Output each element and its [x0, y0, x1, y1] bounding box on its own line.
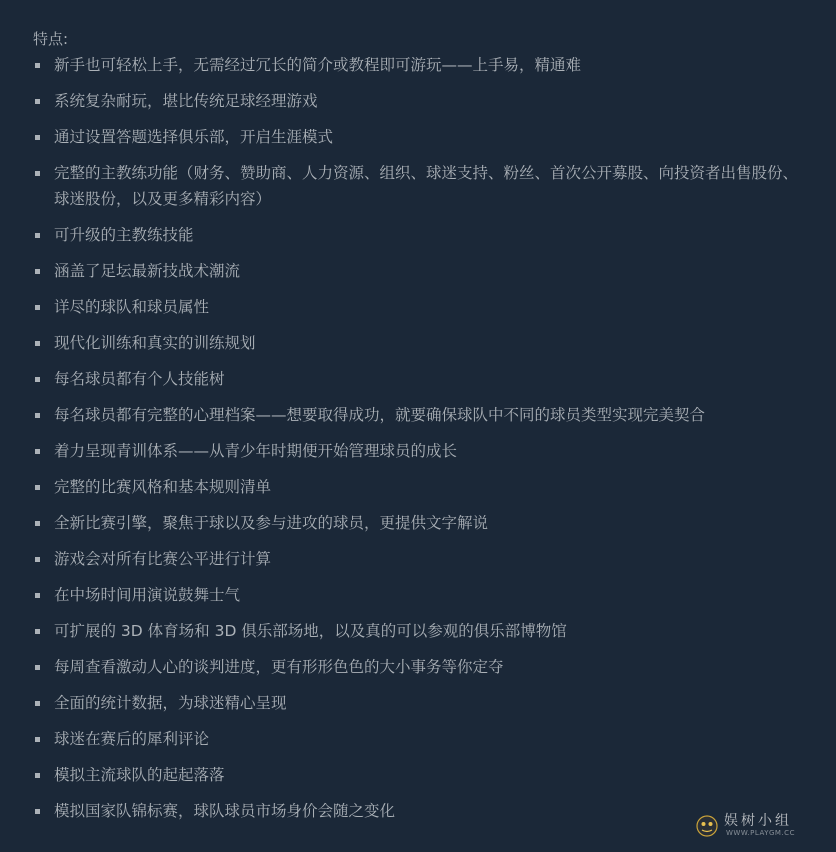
feature-text: 模拟国家队锦标赛，球队球员市场身价会随之变化 [54, 802, 396, 820]
bullet-icon [35, 171, 40, 176]
feature-text: 涵盖了足坛最新技战术潮流 [54, 262, 241, 280]
bullet-icon [35, 269, 40, 274]
bullet-icon [35, 413, 40, 418]
bullet-icon [35, 773, 40, 778]
bullet-icon [35, 593, 40, 598]
feature-text: 游戏会对所有比赛公平进行计算 [54, 550, 272, 568]
feature-text: 在中场时间用演说鼓舞士气 [54, 586, 241, 604]
bullet-icon [35, 449, 40, 454]
bullet-icon [35, 485, 40, 490]
feature-item [33, 726, 803, 752]
bullet-icon [35, 377, 40, 382]
ghost-mascot-logo-icon [694, 812, 720, 838]
feature-item [33, 762, 803, 788]
feature-text: 现代化训练和真实的训练规划 [54, 334, 256, 352]
feature-text: 全新比赛引擎，聚焦于球以及参与进攻的球员，更提供文字解说 [54, 514, 489, 532]
bullet-icon [35, 233, 40, 238]
feature-text: 可升级的主教练技能 [54, 226, 194, 244]
bullet-icon [35, 521, 40, 526]
feature-item [33, 438, 803, 464]
feature-item [33, 402, 803, 428]
feature-text: 每名球员都有完整的心理档案——想要取得成功，就要确保球队中不同的球员类型实现完美契合 [54, 406, 706, 424]
features-heading: 特点: [33, 30, 69, 48]
watermark [694, 810, 824, 840]
bullet-icon [35, 63, 40, 68]
feature-item [33, 88, 803, 114]
feature-text: 每名球员都有个人技能树 [54, 370, 225, 388]
bullet-icon [35, 557, 40, 562]
feature-item [33, 546, 803, 572]
bullet-icon [35, 809, 40, 814]
bullet-icon [35, 341, 40, 346]
bullet-icon [35, 701, 40, 706]
bullet-icon [35, 629, 40, 634]
feature-item [33, 52, 803, 78]
feature-list [33, 52, 803, 824]
feature-item [33, 474, 803, 500]
feature-item [33, 798, 803, 824]
feature-item [33, 654, 803, 680]
watermark-title: 娱树小组 [724, 813, 792, 829]
feature-text: 完整的比赛风格和基本规则清单 [54, 478, 272, 496]
feature-item [33, 258, 803, 284]
bullet-icon [35, 99, 40, 104]
feature-text: 全面的统计数据，为球迷精心呈现 [54, 694, 287, 712]
feature-text: 系统复杂耐玩，堪比传统足球经理游戏 [54, 92, 318, 110]
feature-text: 球迷在赛后的犀利评论 [54, 730, 210, 748]
bullet-icon [35, 737, 40, 742]
bullet-icon [35, 135, 40, 140]
feature-item [33, 618, 803, 644]
bullet-icon [35, 305, 40, 310]
feature-item [33, 222, 803, 248]
feature-item [33, 510, 803, 536]
bullet-icon [35, 665, 40, 670]
feature-text: 通过设置答题选择俱乐部，开启生涯模式 [54, 128, 334, 146]
feature-item [33, 294, 803, 320]
feature-text: 详尽的球队和球员属性 [54, 298, 210, 316]
feature-text: 新手也可轻松上手，无需经过冗长的简介或教程即可游玩——上手易，精通难 [54, 56, 582, 74]
feature-item [33, 124, 803, 150]
feature-text: 完整的主教练功能（财务、赞助商、人力资源、组织、球迷支持、粉丝、首次公开募股、向投资者出售股份、球迷股份，以及更多精彩内容） [54, 164, 799, 208]
feature-text: 可扩展的 3D 体育场和 3D 俱乐部场地，以及真的可以参观的俱乐部博物馆 [54, 622, 567, 640]
feature-text: 着力呈现青训体系——从青少年时期便开始管理球员的成长 [54, 442, 458, 460]
feature-item [33, 582, 803, 608]
watermark-url: WWW.PLAYGM.CC [726, 829, 795, 837]
feature-item [33, 160, 803, 212]
feature-item [33, 690, 803, 716]
game-description [33, 26, 803, 834]
feature-text: 模拟主流球队的起起落落 [54, 766, 225, 784]
feature-item [33, 366, 803, 392]
feature-item [33, 330, 803, 356]
feature-text: 每周查看激动人心的谈判进度，更有形形色色的大小事务等你定夺 [54, 658, 504, 676]
